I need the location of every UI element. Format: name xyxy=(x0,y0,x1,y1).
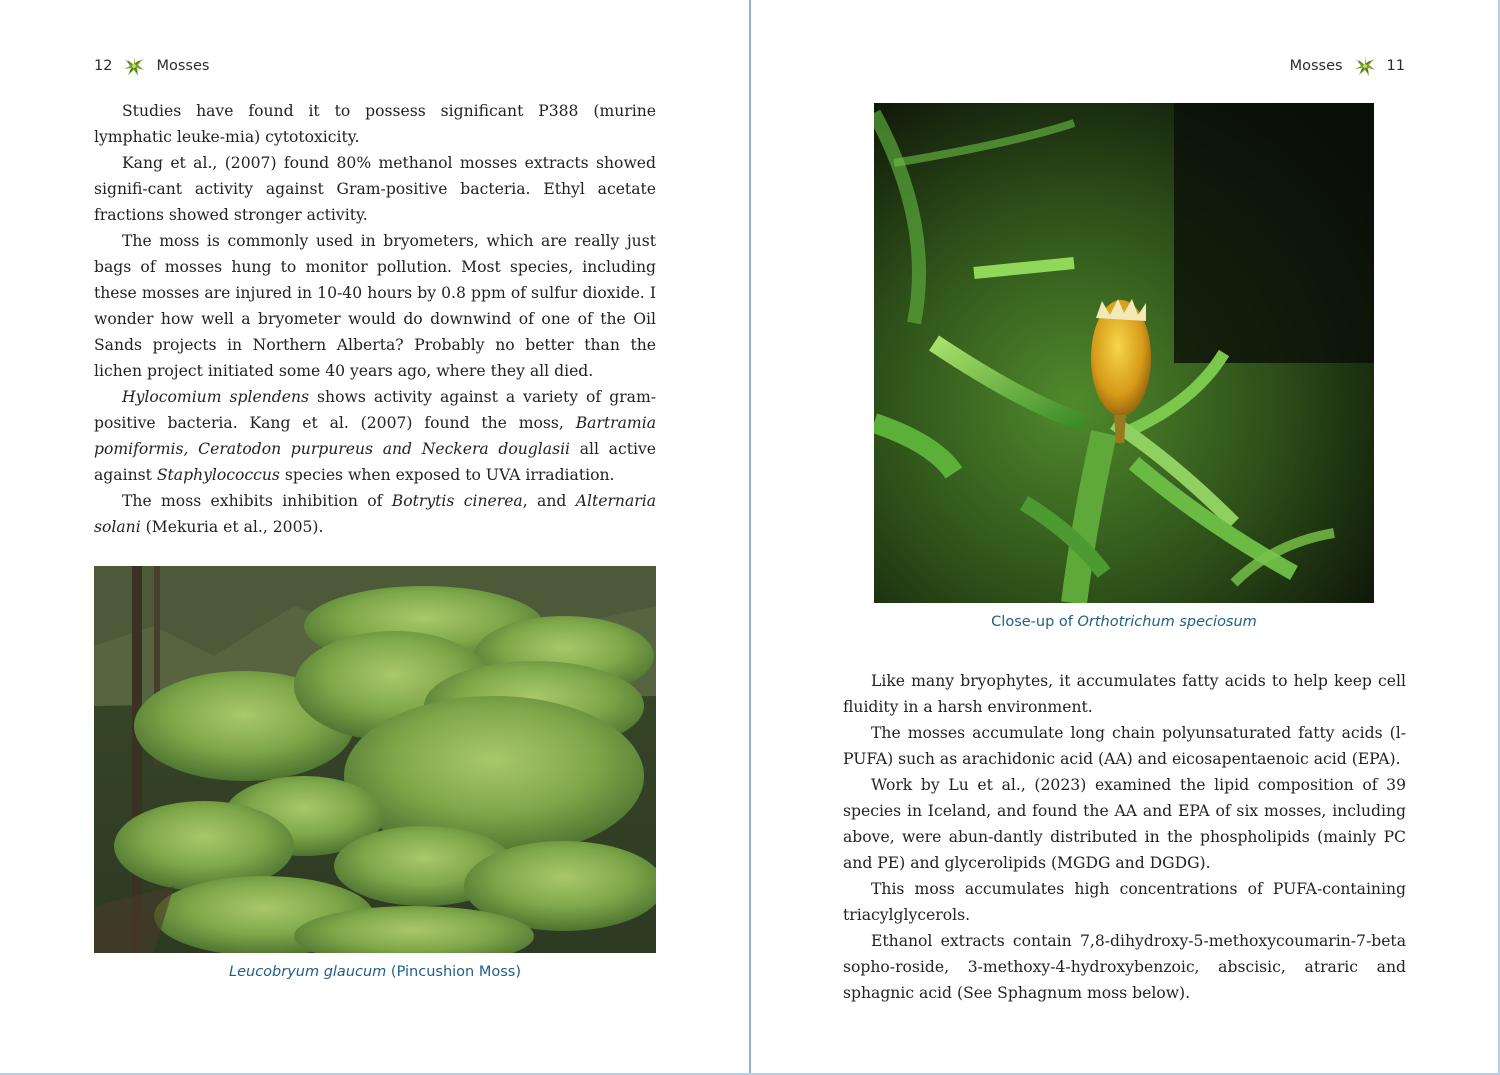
photo-caption xyxy=(94,964,656,980)
paragraph-text: shows activity against a variety of gram-positive bacteria. Kang et al. (2007) found the moss, xyxy=(94,388,656,432)
section-title: Mosses xyxy=(1289,58,1343,74)
caption-common-name: (Pincushion Moss) xyxy=(386,964,521,980)
orthotrichum-closeup-photo xyxy=(874,103,1374,603)
paragraph: This moss accumulates high concentrations of PUFA-containing triacylglycerols. xyxy=(843,880,1406,924)
caption-species: Orthotrichum speciosum xyxy=(1077,614,1257,630)
species-name: Bartramia pomiformis, Ceratodon purpureus and Neckera douglasii xyxy=(94,414,656,458)
paragraph-text: , and xyxy=(522,492,576,510)
paragraph: Ethanol extracts contain 7,8-dihydroxy-5-methoxycoumarin-7-beta sopho-roside, 3-methoxy-4-hydroxybenzoic, abscisic, atraric and sphagnic acid (See Sphagnum moss below). xyxy=(843,932,1406,1002)
caption-prefix: Close-up of xyxy=(991,614,1078,630)
right-page xyxy=(751,0,1500,1075)
caption-species: Leucobryum glaucum xyxy=(229,964,387,980)
species-name: Staphylococcus xyxy=(156,466,280,484)
paragraph: Work by Lu et al., (2023) examined the lipid composition of 39 species in Iceland, and found the AA and EPA of six mosses, including above, were abun-dantly distributed in the phospholipids (mainly PC and PE) and glycerolipids (MGDG and DGDG). xyxy=(843,776,1406,872)
page-number: 11 xyxy=(1386,58,1405,74)
photo-caption xyxy=(874,614,1374,630)
species-name: Alternaria solani xyxy=(94,492,656,536)
paragraph: Kang et al., (2007) found 80% methanol mosses extracts showed signifi-cant activity against Gram-positive bacteria. Ethyl acetate fractions showed stronger activity. xyxy=(94,154,656,224)
left-body-text xyxy=(94,98,656,540)
paragraph-text: all active against xyxy=(94,440,656,484)
moss-leaf-icon xyxy=(122,55,146,77)
left-page xyxy=(0,0,749,1075)
paragraph-text: species when exposed to UVA irradiation. xyxy=(279,466,615,484)
paragraph xyxy=(94,488,656,540)
paragraph-text: (Mekuria et al., 2005). xyxy=(140,518,324,536)
paragraph: Like many bryophytes, it accumulates fatty acids to help keep cell fluidity in a harsh environment. xyxy=(843,672,1406,716)
paragraph-text: The moss exhibits inhibition of xyxy=(122,492,392,510)
pincushion-moss-photo xyxy=(94,566,656,953)
paragraph xyxy=(94,384,656,488)
left-page-header xyxy=(94,55,209,77)
paragraph: The mosses accumulate long chain polyunsaturated fatty acids (l-PUFA) such as arachidonic acid (AA) and eicosapentaenoic acid (EPA). xyxy=(843,724,1406,768)
section-title: Mosses xyxy=(156,58,210,74)
page-number: 12 xyxy=(94,58,113,74)
right-body-text xyxy=(843,668,1406,1006)
species-name: Hylocomium splendens xyxy=(122,388,310,406)
moss-leaf-icon xyxy=(1353,55,1377,77)
species-name: Botrytis cinerea xyxy=(391,492,523,510)
right-page-header xyxy=(1290,55,1405,77)
paragraph: Studies have found it to possess significant P388 (murine lymphatic leuke-mia) cytotoxicity. xyxy=(94,102,656,146)
paragraph: The moss is commonly used in bryometers, which are really just bags of mosses hung to monitor pollution. Most species, including these mosses are injured in 10-40 hours by 0.8 ppm of sulfur dioxide. I wonder how well a bryometer would do downwind of one of the Oil Sands projects in Northern Alberta? Probably no better than the lichen project initiated some 40 years ago, where they all died. xyxy=(94,232,656,380)
